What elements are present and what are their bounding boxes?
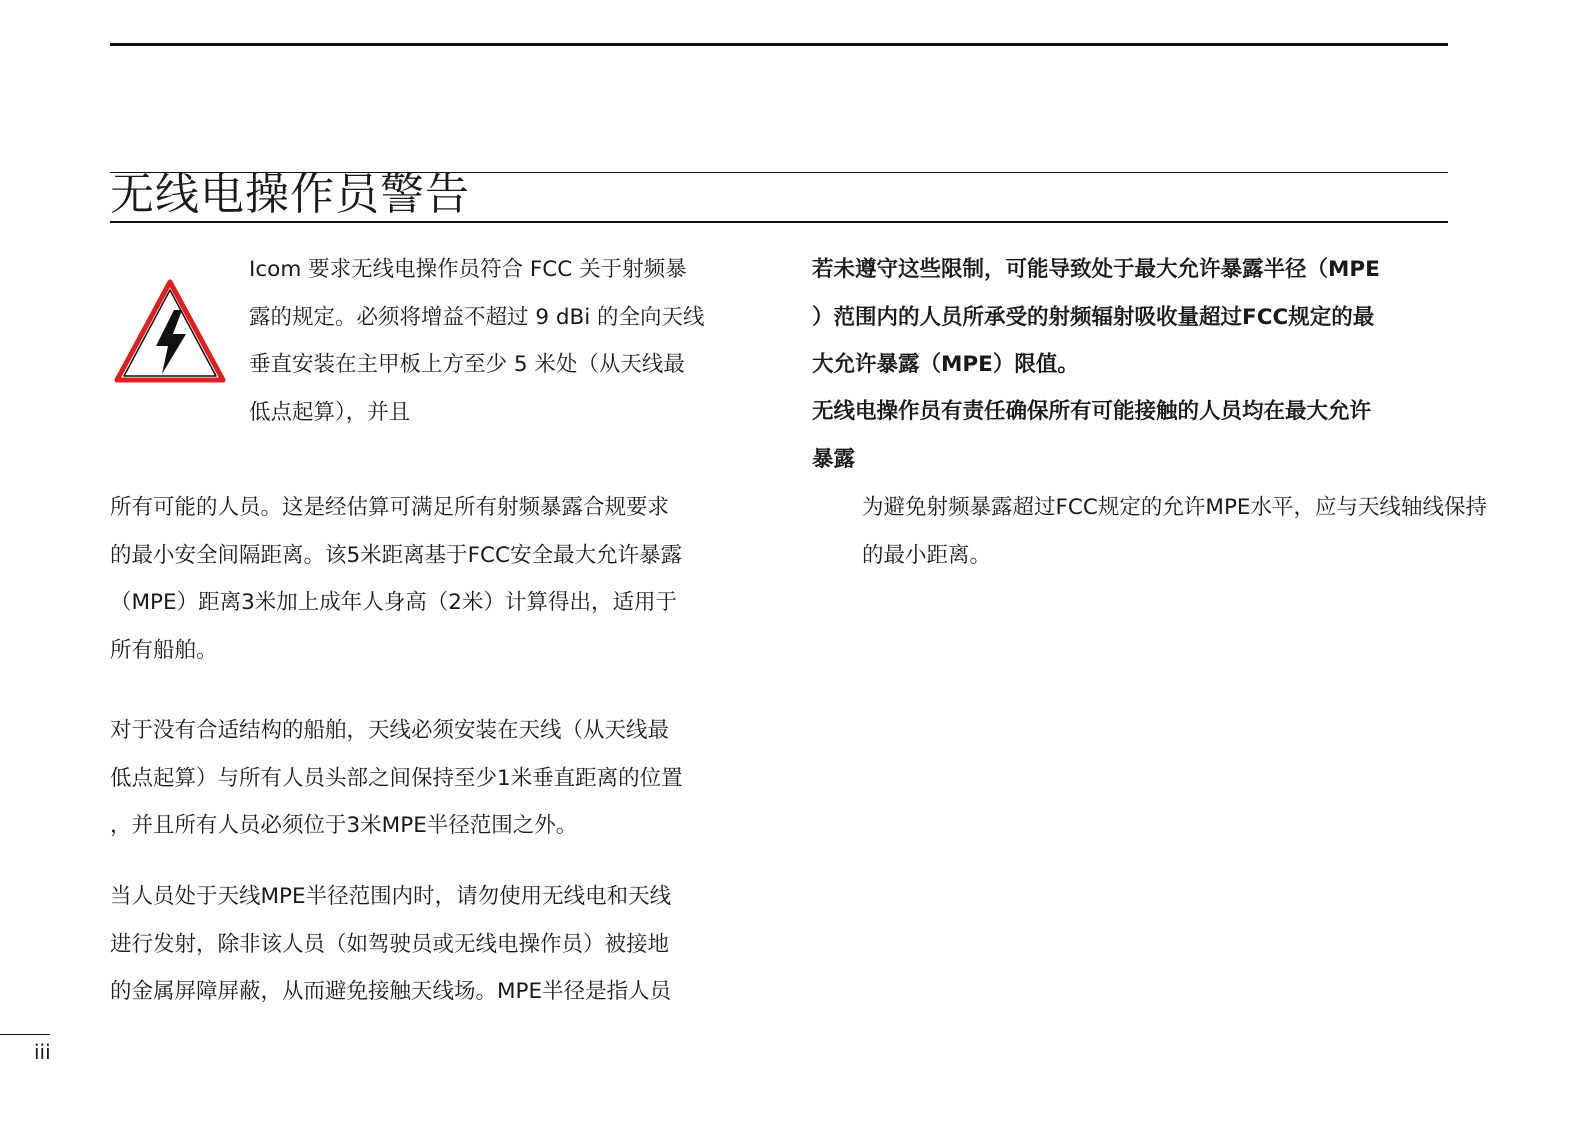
page-number: iii	[34, 1040, 51, 1064]
mpe-violation-warning: 若未遵守这些限制，可能导致处于最大允许暴露半径（MPE ）范围内的人员所承受的射频辐射吸收量超过FCC规定的最 大允许暴露（MPE）限值。	[812, 257, 1380, 377]
vessel-mounting-paragraph: 对于没有合适结构的船舶，天线必须安装在天线（从天线最 低点起算）与所有人员头部之间保持至少1米垂直距离的位置 ，并且所有人员必须位于3米MPE半径范围之外。	[110, 718, 683, 838]
high-voltage-warning-icon	[112, 276, 228, 386]
safety-distance-paragraph: 所有可能的人员。这是经估算可满足所有射频暴露合规要求 的最小安全间隔距离。该5米距离基于FCC安全最大允许暴露 （MPE）距离3米加上成年人身高（2米）计算得出，适用于 所有船舶。	[110, 495, 683, 663]
operator-responsibility-warning: 无线电操作员有责任确保所有可能接触的人员均在最大允许 暴露	[812, 399, 1372, 472]
transmit-restriction-paragraph: 当人员处于天线MPE半径范围内时，请勿使用无线电和天线 进行发射，除非该人员（如驾驶员或无线电操作员）被接地 的金属屏障屏蔽，从而避免接触天线场。MPE半径是指人员	[110, 884, 672, 1004]
title-rule-bottom	[110, 221, 1448, 223]
page-number-rule	[0, 1034, 50, 1035]
intro-paragraph: Icom 要求无线电操作员符合 FCC 关于射频暴 露的规定。必须将增益不超过 9 dBi 的全向天线 垂直安装在主甲板上方至少 5 米处（从天线最 低点起算），并且	[249, 257, 705, 425]
page-title: 无线电操作员警告	[110, 169, 470, 220]
minimum-distance-paragraph: 为避免射频暴露超过FCC规定的允许MPE水平，应与天线轴线保持 的最小距离。	[862, 495, 1487, 568]
header-rule	[110, 43, 1448, 46]
